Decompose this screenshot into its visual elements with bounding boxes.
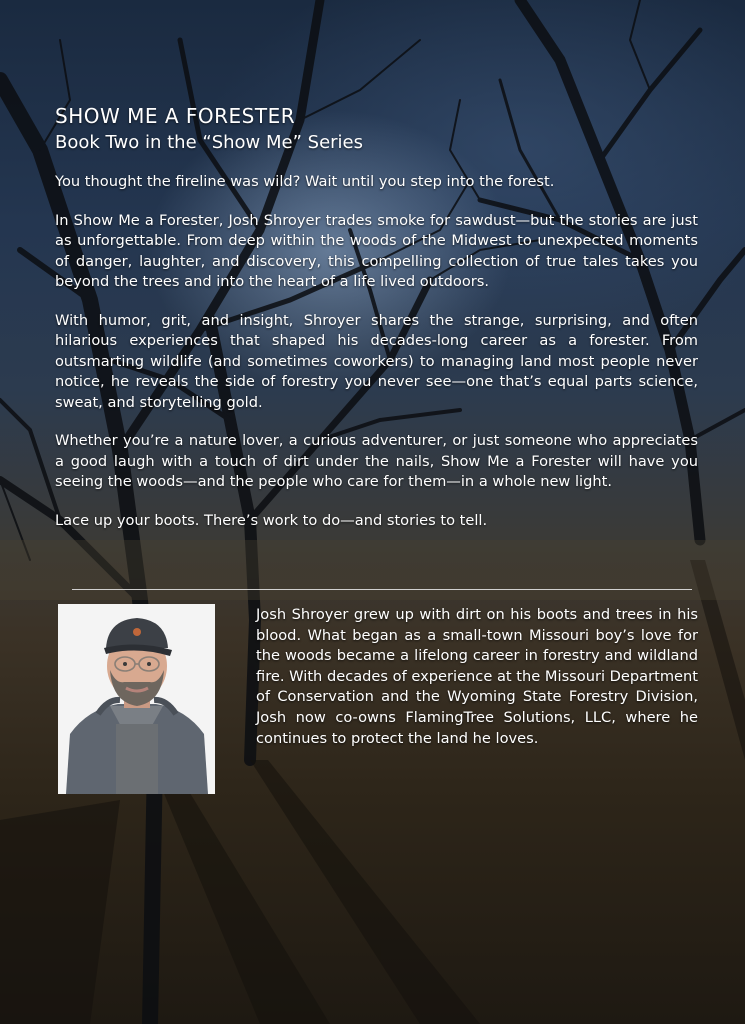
blurb-paragraph-3: With humor, grit, and insight, Shroyer shares the strange, surprising, and often hilarious experiences that shaped his decades-long career as a forester. From outsmarting wildlife (and sometimes coworkers) to managing land most people never notice, he reveals the side of forestry you never see—one that’s equal parts science, sweat, and storytelling gold. [55, 311, 698, 411]
blurb-paragraph-2: In Show Me a Forester, Josh Shroyer trades smoke for sawdust—but the stories are just as unforgettable. From deep within the woods of the Midwest to unexpected moments of danger, laughter, and discovery, this compelling collection of true tales takes you beyond the trees and into the heart of a life lived outdoors. [55, 211, 698, 290]
title-block [55, 104, 363, 156]
author-portrait-icon [58, 604, 215, 794]
blurb-paragraph-1: You thought the fireline was wild? Wait until you step into the forest. [55, 173, 555, 190]
book-subtitle: Book Two in the “Show Me” Series [55, 132, 364, 153]
blurb-paragraph-5: Lace up your boots. There’s work to do—and stories to tell. [55, 511, 488, 529]
section-divider [72, 589, 692, 590]
blurb-paragraph-4: Whether you’re a nature lover, a curious adventurer, or just someone who appreciates a good laugh with a touch of dirt under the nails, Show Me a Forester will have you seeing the woods—and the people who care for them—in a whole new light. [55, 432, 698, 490]
author-bio-text: Josh Shroyer grew up with dirt on his boots and trees in his blood. What began as a small-town Missouri boy’s love for the woods became a lifelong career in forestry and wildland fire. With decades of experience at the Missouri Department of Conservation and the Wyoming State Forestry Division, Josh now co-owns FlamingTree Solutions, LLC, where he continues to protect the land he loves. [256, 606, 698, 747]
author-photo [58, 604, 215, 794]
book-title: SHOW ME A FORESTER [55, 104, 296, 128]
author-bio [256, 605, 698, 749]
book-blurb [55, 172, 698, 549]
